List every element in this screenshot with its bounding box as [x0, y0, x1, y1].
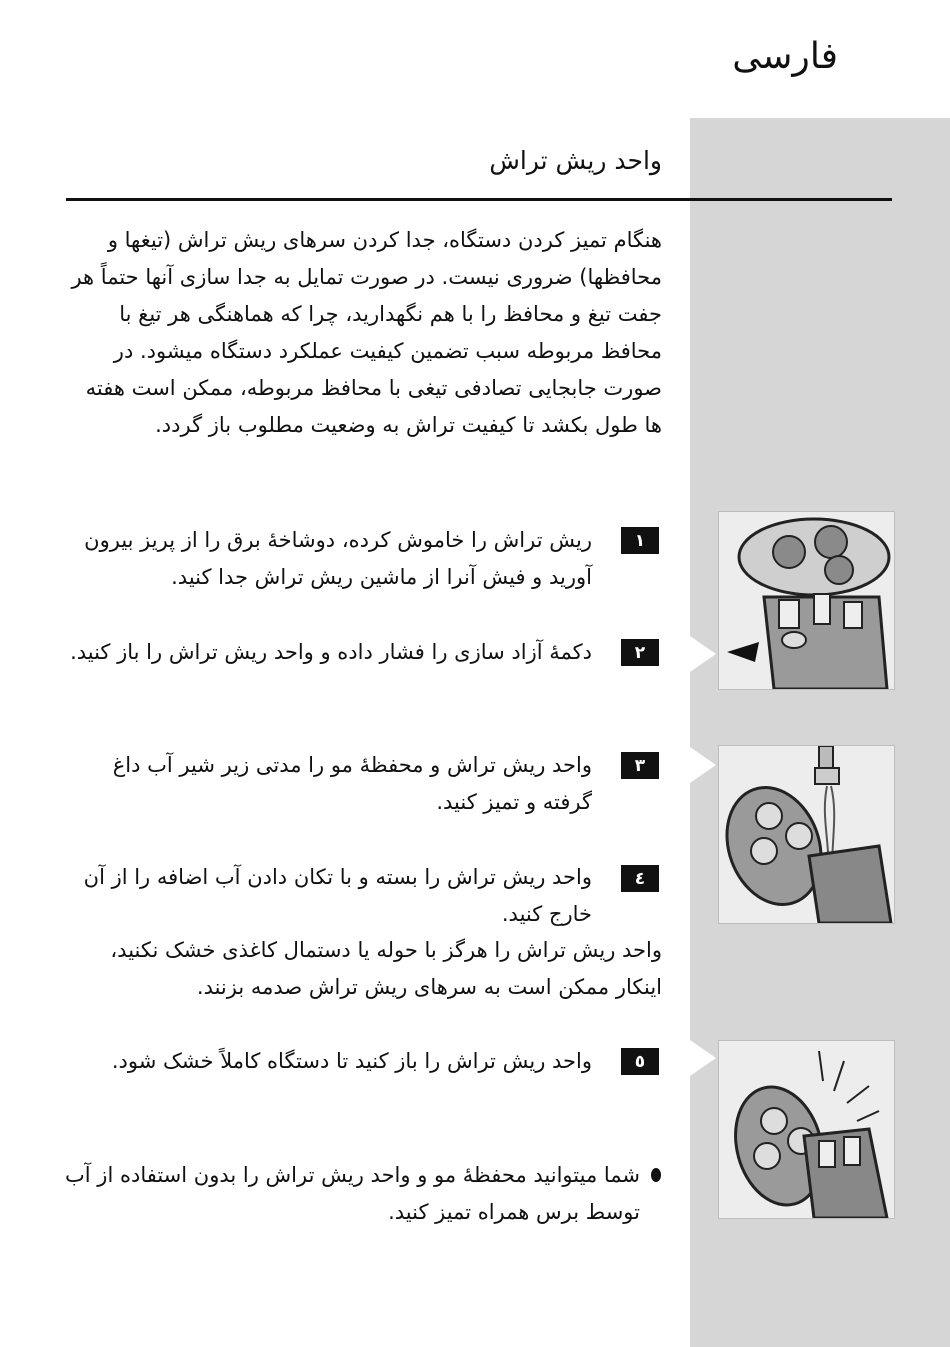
step-number-3: ٣: [621, 752, 659, 779]
bullet-text: شما میتوانید محفظهٔ مو و واحد ریش تراش را بدون استفاده از آب توسط برس همراه تمیز کنید.: [65, 1163, 640, 1224]
step-text-5: واحد ریش تراش را باز کنید تا دستگاه کاملاً خشک شود.: [111, 1049, 592, 1073]
section-title: واحد ریش تراش: [489, 146, 662, 175]
step-text-2: دکمهٔ آزاد سازی را فشار داده و واحد ریش تراش را باز کنید.: [70, 640, 592, 664]
warning-note: واحد ریش تراش را هرگز با حوله یا دستمال کاغذی خشک نکنید، اینکار ممکن است به سرهای ریش تراش صدمه بزنند.: [110, 938, 662, 999]
shaver-rinse-illustration: [718, 745, 895, 924]
bullet-icon: [651, 1168, 661, 1182]
language-title: فارسی: [732, 36, 838, 77]
step-number-1: ١: [621, 527, 659, 554]
title-rule: [66, 198, 892, 201]
shaver-release-illustration: [718, 511, 895, 690]
step-number-4: ٤: [621, 865, 659, 892]
step-text-3: واحد ریش تراش و محفظهٔ مو را مدتی زیر شیر آب داغ گرفته و تمیز کنید.: [112, 753, 592, 814]
illustration-pointer-3: [690, 1040, 716, 1076]
intro-paragraph: هنگام تمیز کردن دستگاه، جدا کردن سرهای ریش تراش (تیغها و محافظها) ضروری نیست. در صورت تمایل به جدا سازی آنها حتماً هر جفت تیغ و محافظ را با هم نگهدارید، چرا که هماهنگی هر تیغ با محافظ مربوطه سبب تضمین کیفیت عملکرد دستگاه میشود. در صورت جابجایی تصادفی تیغی با محافظ مربوطه، ممکن است هفته ها طول بکشد تا کیفیت تراش به وضعیت مطلوب باز گردد.: [71, 228, 662, 437]
illustration-pointer-2: [690, 747, 716, 783]
step-number-5: ٥: [621, 1048, 659, 1075]
step-number-2: ٢: [621, 639, 659, 666]
illustration-pointer-1: [690, 636, 716, 672]
step-text-1: ریش تراش را خاموش کرده، دوشاخهٔ برق را از پریز بیرون آورید و فیش آنرا از ماشین ریش تراش جدا کنید.: [84, 528, 592, 589]
shaver-drying-illustration: [718, 1040, 895, 1219]
step-text-4: واحد ریش تراش را بسته و با تکان دادن آب اضافه را از آن خارج کنید.: [83, 865, 592, 926]
